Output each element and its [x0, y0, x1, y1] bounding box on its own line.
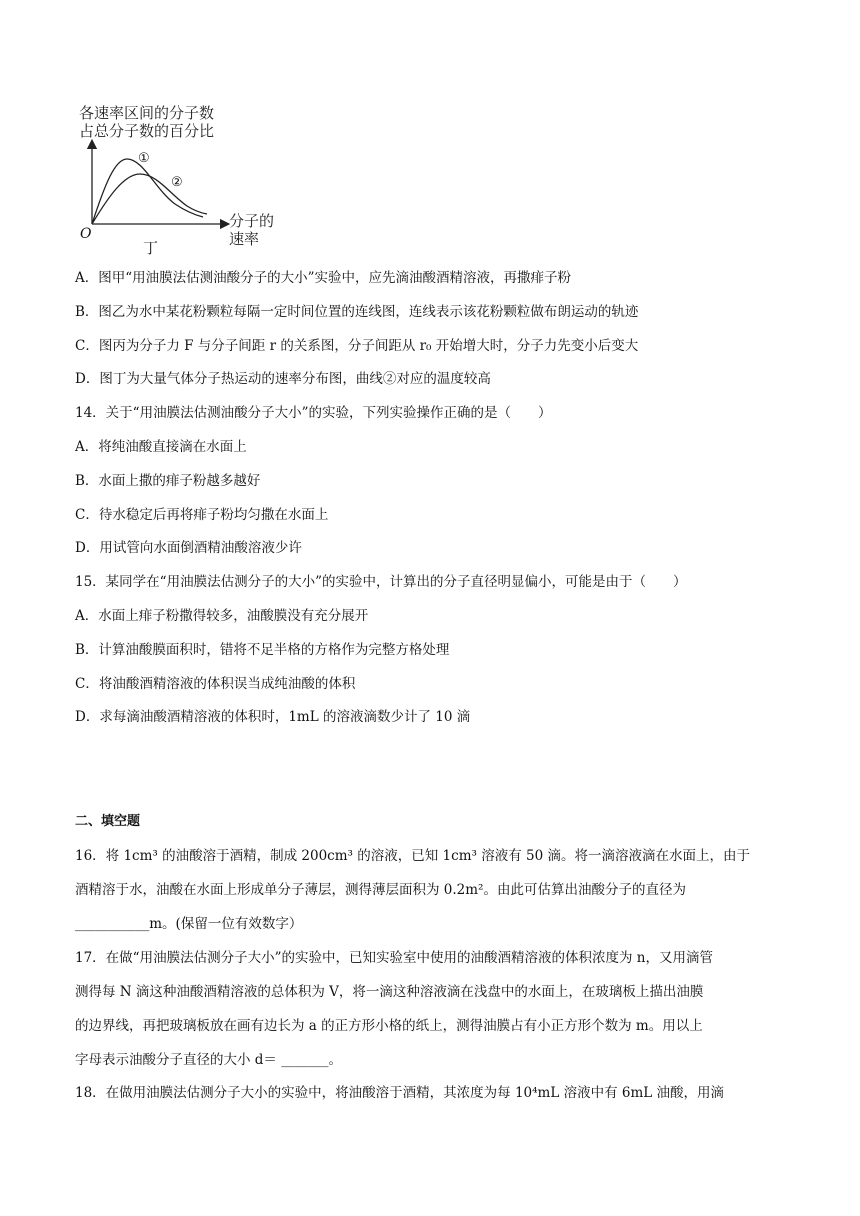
q14-stem: 14．关于“用油膜法估测油酸分子大小”的实验，下列实验操作正确的是（ ） [75, 405, 552, 421]
q16-line-2: 酒精溶于水，油酸在水面上形成单分子薄层，测得薄层面积为 0.2m²。由此可估算出油酸分子的直径为 [75, 882, 686, 898]
q16-line-1: 16．将 1cm³ 的油酸溶于酒精，制成 200cm³ 的溶液，已知 1cm³ 溶液有 50 滴。将一滴溶液滴在水面上，由于 [75, 848, 750, 864]
figure-caption: 丁 [143, 239, 159, 257]
q13-option-b: B．图乙为水中某花粉颗粒每隔一定时间位置的连线图，连线表示该花粉颗粒做布朗运动的轨迹 [75, 304, 639, 320]
q16-line-3: ___________m。(保留一位有效数字） [75, 916, 303, 932]
curve-2-label: ② [171, 175, 183, 190]
y-axis-label: 各速率区间的分子数 占总分子数的百分比 [79, 104, 215, 140]
q13-option-a: A．图甲“用油膜法估测油酸分子的大小”实验中，应先滴油酸酒精溶液，再撒痱子粉 [75, 270, 572, 286]
q15-option-a: A．水面上痱子粉撒得较多，油酸膜没有充分展开 [75, 608, 369, 624]
curve-2 [92, 174, 207, 224]
curve-1-label: ① [138, 151, 150, 166]
q15-option-b: B．计算油酸膜面积时，错将不足半格的方格作为完整方格处理 [75, 642, 450, 658]
q15-stem: 15．某同学在“用油膜法估测分子的大小”的实验中，计算出的分子直径明显偏小，可能是由于（ ） [75, 574, 687, 590]
curve-1 [92, 159, 203, 224]
q17-line-3: 的边界线，再把玻璃板放在画有边长为 a 的正方形小格的纸上，测得油膜占有小正方形个数为 m。用以上 [75, 1018, 703, 1034]
q14-option-a: A．将纯油酸直接滴在水面上 [75, 439, 247, 455]
q18-line-1: 18．在做用油膜法估测分子大小的实验中，将油酸溶于酒精，其浓度为每 10⁴mL 溶液中有 6mL 油酸，用滴 [75, 1085, 725, 1101]
q17-line-4: 字母表示油酸分子直径的大小 d＝ _______。 [75, 1052, 342, 1068]
origin-label: O [80, 226, 92, 242]
q14-option-c: C．待水稳定后再将痱子粉均匀撒在水面上 [75, 507, 329, 523]
q14-option-d: D．用试管向水面倒酒精油酸溶液少许 [75, 540, 302, 556]
speed-distribution-figure [75, 104, 285, 257]
section-title: 二、填空题 [75, 814, 141, 829]
q14-option-b: B．水面上撒的痱子粉越多越好 [75, 473, 261, 489]
q15-option-c: C．将油酸酒精溶液的体积误当成纯油酸的体积 [75, 676, 356, 692]
q17-line-2: 测得每 N 滴这种油酸酒精溶液的总体积为 V，将一滴这种溶液滴在浅盘中的水面上，在玻璃板上描出油膜 [75, 984, 704, 1000]
q13-option-d: D．图丁为大量气体分子热运动的速率分布图，曲线②对应的温度较高 [75, 371, 491, 387]
q13-option-c: C．图丙为分子力 F 与分子间距 r 的关系图，分子间距从 r₀ 开始增大时，分子力先变小后变大 [75, 338, 639, 354]
x-axis-label: 分子的 速率 [229, 212, 275, 248]
q17-line-1: 17．在做“用油膜法估测分子大小”的实验中，已知实验室中使用的油酸酒精溶液的体积浓度为 n，又用滴管 [75, 950, 713, 966]
q15-option-d: D．求每滴油酸酒精溶液的体积时，1mL 的溶液滴数少计了 10 滴 [75, 709, 471, 725]
